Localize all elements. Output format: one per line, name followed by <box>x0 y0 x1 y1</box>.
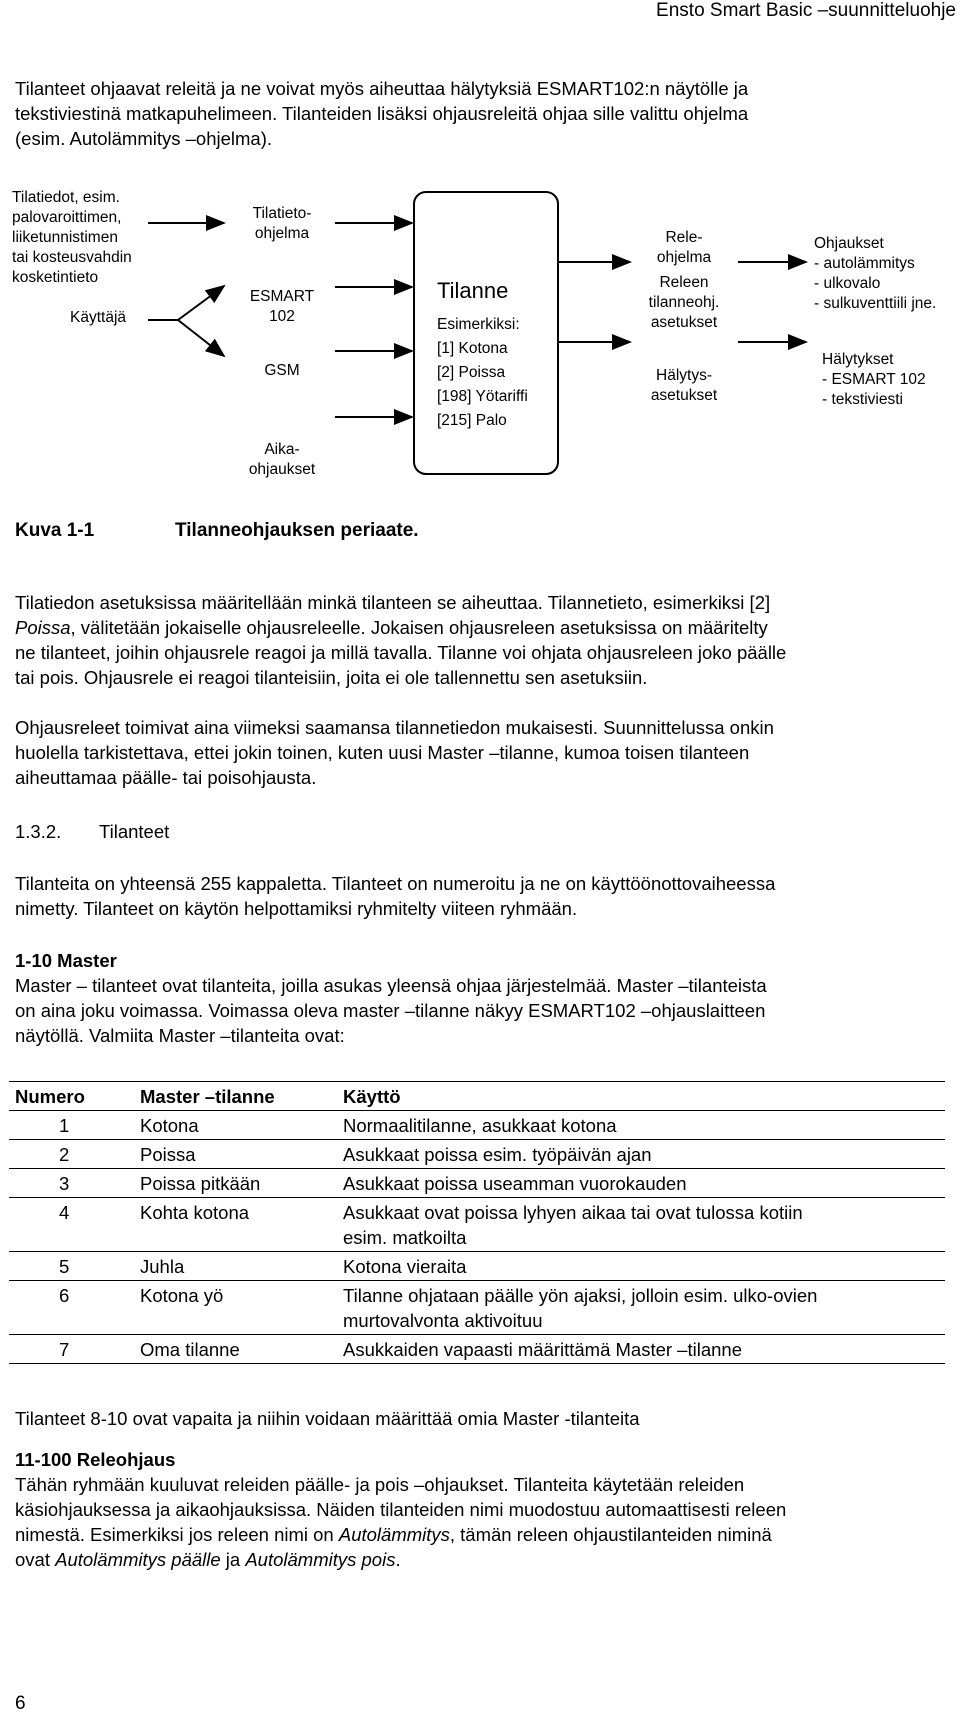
paragraph: Tilatiedon asetuksissa määritellään minkä tilanteen se aiheuttaa. Tilannetieto, esimerkiksi [2] Poissa, välitetään jokaiselle ohjausreleelle. Jokaisen ohjausreleen asetuksissa on määritelty ne tilanteet, joihin ohjausrele reagoi ja millä tavalla. Tilanne voi ohjata ohjausreleen joko päälle tai pois. Ohjausrele ei reagoi tilanteisiin, joita ei ole tallennettu sen asetuksiin. <box>15 592 787 688</box>
tilanne-title: Tilanne <box>437 278 509 303</box>
text-line: tekstiviestinä matkapuhelimeen. Tilanteiden lisäksi ohjausreleitä ohjaa sille valittu ohjelma <box>15 103 749 124</box>
paragraph: Tilanteet 8-10 ovat vapaita ja niihin voidaan määrittää omia Master -tilanteita <box>15 1408 640 1429</box>
paragraph: Ohjausreleet toimivat aina viimeksi saamansa tilannetiedon mukaisesti. Suunnittelussa onkin huolella tarkistettava, ettei jokin toinen, kuten uusi Master –tilanne, kumoa toisen tilanteen aiheuttamaa päälle- tai poisohjausta. <box>15 717 774 788</box>
rele-ohjelma-label: Rele- ohjelma <box>656 229 712 266</box>
column-header: Käyttö <box>337 1082 945 1111</box>
paragraph: Master – tilanteet ovat tilanteita, joilla asukas yleensä ohjaa järjestelmää. Master –tilanteista on aina joku voimassa. Voimassa oleva master –tilanne näkyy ESMART102 –ohjauslaitteen näytöllä. Valmiita Master –tilanteita ovat: <box>15 975 767 1046</box>
table-row: 6 Kotona yö Tilanne ohjataan päälle yön ajaksi, jolloin esim. ulko-ovien murtovalvonta aktivoituu <box>9 1281 945 1335</box>
running-header: Ensto Smart Basic –suunnitteluohje <box>656 0 956 21</box>
figure-caption: Tilanneohjauksen periaate. <box>175 520 419 541</box>
intro-paragraph <box>15 76 945 151</box>
master-situations-table <box>9 1081 945 1364</box>
table-row: 3 Poissa pitkään Asukkaat poissa useamman vuorokauden <box>9 1169 945 1198</box>
text-line: (esim. Autolämmitys –ohjelma). <box>15 128 273 149</box>
tilanne-examples: Esimerkiksi: [1] Kotona [2] Poissa [198] Yötariffi [215] Palo <box>437 316 528 429</box>
table-header-row <box>9 1082 945 1111</box>
table-row: 4 Kohta kotona Asukkaat ovat poissa lyhyen aikaa tai ovat tulossa kotiin esim. matkoilta <box>9 1198 945 1252</box>
user-to-esmart-arrow <box>178 286 224 320</box>
situation-control-diagram <box>0 180 960 490</box>
user-to-gsm-arrow <box>178 320 224 356</box>
releen-asetukset-label: Releen tilanneohj. asetukset <box>648 274 720 331</box>
page-number: 6 <box>15 1693 26 1714</box>
text-line: Tilanteet ohjaavat releitä ja ne voivat myös aiheuttaa hälytyksiä ESMART102:n näytölle ja <box>15 78 749 99</box>
halytys-asetukset-label: Hälytys- asetukset <box>650 367 718 404</box>
rele-heading: 11-100 Releohjaus <box>15 1449 176 1470</box>
user-label: Käyttäjä <box>70 309 127 326</box>
paragraph: Tilanteita on yhteensä 255 kappaletta. Tilanteet on numeroitu ja ne on käyttöönottovaiheessa nimetty. Tilanteet on käytön helpottamiksi ryhmitelty viiteen ryhmään. <box>15 873 776 919</box>
aika-ohjaukset-label: Aika- ohjaukset <box>248 441 316 478</box>
column-header: Numero <box>9 1082 134 1111</box>
master-heading: 1-10 Master <box>15 950 117 971</box>
section-number: 1.3.2. <box>15 821 62 842</box>
table-row: 7 Oma tilanne Asukkaiden vapaasti määrittämä Master –tilanne <box>9 1335 945 1364</box>
table-row: 5 Juhla Kotona vieraita <box>9 1252 945 1281</box>
gsm-label: GSM <box>264 362 300 379</box>
table-row: 2 Poissa Asukkaat poissa esim. työpäivän ajan <box>9 1140 945 1169</box>
paragraph: Tähän ryhmään kuuluvat releiden päälle- ja pois –ohjaukset. Tilanteita käytetään releiden käsiohjauksessa ja aikaohjauksissa. Näiden tilanteiden nimi muodostuu automaattisesti releen nimestä. Esimerkiksi jos releen nimi on Autolämmitys, tämän releen ohjaustilanteiden niminä ovat Autolämmitys päälle ja Autolämmitys pois. <box>15 1474 787 1570</box>
column-header: Master –tilanne <box>134 1082 337 1111</box>
ohjaukset-list: Ohjaukset - autolämmitys - ulkovalo - sulkuventtiili jne. <box>814 235 937 312</box>
tilatieto-ohjelma-label: Tilatieto- ohjelma <box>252 205 312 242</box>
section-title: Tilanteet <box>99 821 170 842</box>
figure-label: Kuva 1-1 <box>15 520 95 541</box>
input-description: Tilatiedot, esim. palovaroittimen, liiketunnistimen tai kosteusvahdin kosketintieto <box>12 189 132 286</box>
table-row: 1 Kotona Normaalitilanne, asukkaat kotona <box>9 1111 945 1140</box>
halytykset-list: Hälytykset - ESMART 102 - tekstiviesti <box>822 351 926 408</box>
esmart-label: ESMART 102 <box>249 288 315 325</box>
